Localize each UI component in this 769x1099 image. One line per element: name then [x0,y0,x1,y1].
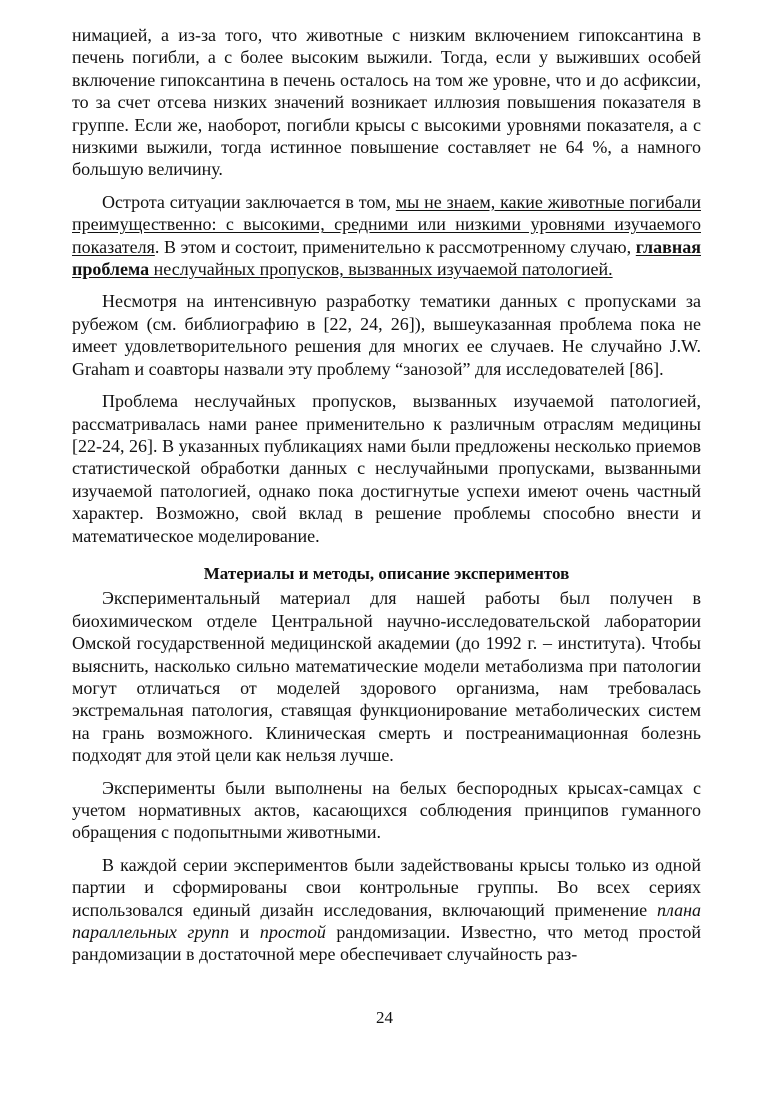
paragraph-prior-work: Проблема неслучайных пропусков, вызванных изучаемой патологией, рассматривалась нами ранее применительно к различным отраслям медицины [22-24, 26]. В указанных публикациях нами были предложены несколько приемов статистической обработки данных с неслучайными пропусками, вызванными изучаемой патологией, однако пока достигнутые успехи имеют очень частный характер. Возможно, свой вклад в решение проблемы способно внести и математическое моделирование. [72,391,701,546]
paragraph-experimental-material: Экспериментальный материал для нашей работы был получен в биохимическом отделе Центральной научно-исследовательской лаборатории Омской государственной медицинской академии (до 1992 г. – института). Чтобы выяснить, насколько сильно математические модели метаболизма при патологии могут отличаться от моделей здорового организма, нам требовалась экстремальная патология, ставящая функционирование метаболических систем на грань возможного. Клиническая смерть и постреанимационная болезнь подходят для этой цели как нельзя лучше. [72,588,701,766]
italic-phrase-parallel-groups: плана параллельных групп [72,899,701,943]
underlined-phrase-nonrandom-missing: неслучайных пропусков, вызванных изучаемой патологией. [149,259,613,280]
page-number: 24 [376,1008,393,1027]
paragraph-randomization-text-2: и [229,922,260,943]
paragraph-acuteness-text-1: Острота ситуации заключается в том, [102,191,396,212]
paragraph-acuteness-text-2: . В этом и состоит, применительно к рассмотренному случаю, [154,236,636,257]
paragraph-continuation: нимацией, а из-за того, что животные с низким включением гипоксантина в печень погибли, а с более высоким выжили. Тогда, если у выживших особей включение гипоксантина в печень осталось на том же уровне, что и до асфиксии, то за счет отсева низких значений возникает иллюзия повышения показателя в группе. Если же, наоборот, погибли крысы с высокими уровнями показателя, а с низкими выжили, тогда истинное повышение составляет не 64 %, а намного большую величину. [72,25,701,180]
bold-phrase-main-problem: главная проблема [72,236,701,280]
underlined-phrase-unknown-animals: мы не знаем, какие животные погибали преимущественно: с высокими, средними или низкими уровнями изучаемого показателя [72,191,701,257]
section-heading: Материалы и методы, описание экспериментов [203,563,570,583]
paragraph-randomization [72,854,701,966]
italic-word-simple: простой [259,922,326,943]
paragraph-randomization-text-3: рандомизации. Известно, что метод простой рандомизации в достаточной мере обеспечивает случайность раз- [72,922,701,965]
paragraph-experiments-rats: Эксперименты были выполнены на белых беспородных крысах-самцах с учетом нормативных актов, касающихся соблюдения принципов гуманного обращения с подопытными животными. [72,777,701,843]
paragraph-acuteness [72,191,701,281]
paragraph-randomization-text-1: В каждой серии экспериментов были задействованы крысы только из одной партии и сформированы свои контрольные группы. Во всех сериях использовался единый дизайн исследования, включающий применение [72,854,701,920]
paragraph-foreign-research: Несмотря на интенсивную разработку тематики данных с пропусками за рубежом (см. библиографию в [22, 24, 26]), вышеуказанная проблема пока не имеет удовлетворительного решения для многих ее случаев. Не случайно J.W. Graham и соавторы назвали эту проблему “занозой” для исследователей [86]. [72,291,701,379]
